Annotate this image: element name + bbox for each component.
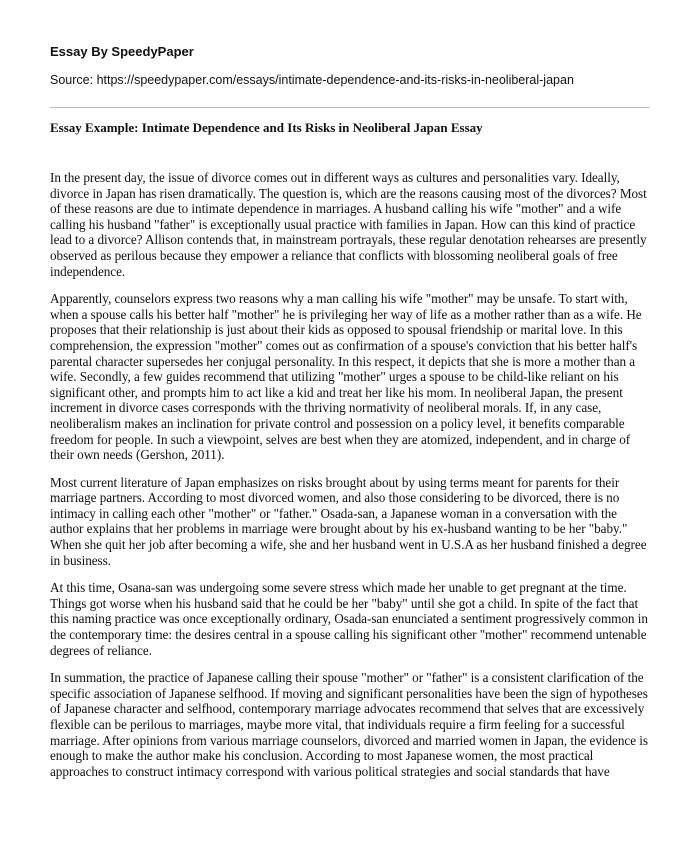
paragraph: At this time, Osana-san was undergoing some severe stress which made her unable to get pregnant at the time. Things got worse when his husband said that he could be her "baby" until she got a child. In spite of the fact that this naming practice was once exceptionally ordinary, Osada-san enunciated a sentiment progressively common in the contemporary time: the desires central in a spouse calling his significant other "mother" recommend untenable degrees of reliance. [50, 580, 648, 658]
document-header-title: Essay By SpeedyPaper [50, 44, 194, 59]
essay-title: Essay Example: Intimate Dependence and Its Risks in Neoliberal Japan Essay [50, 120, 483, 135]
essay-body [50, 170, 650, 791]
source-url: https://speedypaper.com/essays/intimate-dependence-and-its-risks-in-neoliberal-japan [96, 73, 574, 87]
source-line [50, 73, 574, 87]
paragraph: Most current literature of Japan emphasizes on risks brought about by using terms meant for parents for their marriage partners. According to most divorced women, and also those considering to be divorced, there is no intimacy in calling each other "mother" or "father." Osada-san, a Japanese woman in a conversation with the author explains that her problems in marriage were brought about by his ex-husband wanting to be her "baby." When she quit her job after becoming a wife, she and her husband went in U.S.A as her husband finished a degree in business. [50, 474, 647, 568]
paragraph: In summation, the practice of Japanese calling their spouse "mother" or "father" is a consistent clarification of the specific association of Japanese selfhood. If moving and significant personalities have been the sign of hypotheses of Japanese character and selfhood, contemporary marriage advocates recommend that selves that are excessively flexible can be perilous to marriages, maybe more vital, that individuals require a firm feeling for a successful marriage. After opinions from various marriage counselors, divorced and married women in Japan, the evidence is enough to make the author make his conclusion. According to most Japanese women, the most practical approaches to construct intimacy correspond with various political strategies and social standards that have [50, 670, 648, 779]
header-divider [50, 107, 650, 108]
paragraph: In the present day, the issue of divorce comes out in different ways as cultures and personalities vary. Ideally, divorce in Japan has risen dramatically. The question is, which are the reasons causing most of the divorces? Most of these reasons are due to intimate dependence in marriages. A husband calling his wife "mother" and a wife calling his husband "father" is exceptionally usual practice with families in Japan. How can this kind of practice lead to a divorce? Allison contends that, in mainstream portrayals, these regular denotation rehearses are presently observed as perilous because they empower a reliance that conflicts with blossoming neoliberal goals of free independence. [50, 170, 647, 279]
paragraph: Apparently, counselors express two reasons why a man calling his wife "mother" may be unsafe. To start with, when a spouse calls his better half "mother" he is privileging her way of life as a mother rather than as a wife. He proposes that their relationship is just about their kids as opposed to spousal friendship or marital love. In this comprehension, the expression "mother" comes out as confirmation of a spouse's conviction that his better half's parental character supersedes her conjugal personality. In this respect, it depicts that she is more a mother than a wife. Secondly, a few guides recommend that utilizing "mother" urges a spouse to be child-like reliant on his significant other, and prompts him to act like a kid and treat her like his mom. In neoliberal Japan, the present increment in divorce cases corresponds with the thriving normativity of neoliberal morals. If, in any case, neoliberalism makes an inclination for private control and possession on a policy level, it benefits comparable freedom for people. In such a viewpoint, selves are best when they are atomized, independent, and in charge of their own needs (Gershon, 2011). [50, 291, 642, 463]
source-label: Source: [50, 73, 97, 87]
